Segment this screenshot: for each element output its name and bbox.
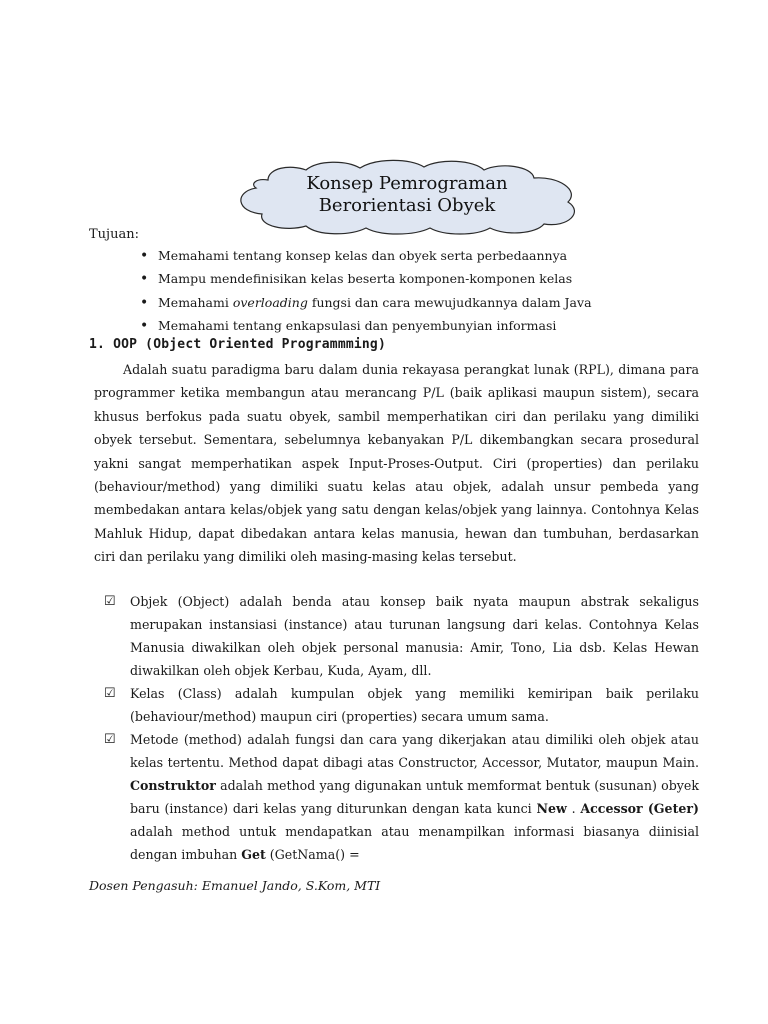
term-accessor: Accessor (Geter) — [580, 801, 699, 816]
title-line-2: Berorientasi Obyek — [318, 195, 496, 216]
section-title: 1. OOP (Object Oriented Programmming) — [89, 337, 386, 352]
definition-text: (GetNama() = — [265, 847, 360, 862]
term-get: Get — [241, 847, 266, 862]
list-item-emphasis: overloading — [232, 294, 308, 310]
term-new: New — [536, 801, 567, 816]
list-item-text: fungsi dan cara mewujudkannya dalam Java — [307, 294, 592, 310]
definitions-list — [104, 590, 699, 866]
definition-text: adalah method untuk mendapatkan atau menampilkan informasi biasanya diinisial dengan imbuhan — [130, 824, 699, 862]
definition-text: . — [566, 801, 581, 816]
section-paragraph: Adalah suatu paradigma baru dalam dunia rekayasa perangkat lunak (RPL), dimana para programmer ketika membangun atau merancang P/L (baik aplikasi maupun sistem), secara khusus berfokus pada suatu obyek, sambil memperhatikan ciri dan perilaku yang dimiliki obyek tersebut. Sementara, sebelumnya kebanyakan P/L dikembangkan secara prosedural yakni sangat memperhatikan aspek Input-Proses-Output. Ciri (properties) dan perilaku (behaviour/method) yang dimiliki suatu kelas atau objek, adalah unsur pembeda yang membedakan antara kelas/objek yang satu dengan kelas/objek yang lainnya. Contohnya Kelas Mahluk Hidup, dapat dibedakan antara kelas manusia, hewan dan tumbuhan, berdasarkan ciri dan perilaku yang dimiliki oleh masing-masing kelas tersebut. — [94, 362, 699, 565]
definition-text: Metode (method) adalah fungsi dan cara yang dikerjakan atau dimiliki oleh objek atau kelas tertentu. Method dapat dibagi atas Constructor, Accessor, Mutator, maupun Main. — [130, 732, 699, 770]
title-line-1: Konsep Pemrograman — [306, 173, 508, 194]
list-item — [140, 270, 592, 293]
term-constructor: Construktor — [130, 778, 216, 793]
list-item-text: Memahami — [158, 294, 233, 310]
checkbox-icon: ☑ — [104, 594, 116, 609]
list-item — [140, 294, 592, 317]
checkbox-icon: ☑ — [104, 732, 116, 747]
footer-lecturer: Dosen Pengasuh: Emanuel Jando, S.Kom, MTI — [89, 878, 381, 893]
checkbox-icon: ☑ — [104, 686, 116, 701]
definition-kelas — [104, 682, 699, 728]
list-item — [140, 247, 592, 270]
definition-text: Kelas (Class) adalah kumpulan objek yang memiliki kemiripan baik perilaku (behaviour/method) maupun ciri (properties) secara umum sama. — [130, 686, 699, 724]
title-cloud — [228, 158, 586, 236]
list-item-text: Mampu mendefinisikan kelas beserta komponen-komponen kelas — [158, 271, 573, 287]
list-item-text: Memahami tentang enkapsulasi dan penyembunyian informasi — [158, 317, 557, 333]
list-item-text: Memahami tentang konsep kelas dan obyek serta perbedaannya — [158, 248, 568, 263]
document-title — [228, 173, 586, 217]
objectives-heading: Tujuan: — [89, 227, 139, 242]
definition-text: adalah method yang digunakan untuk memformat bentuk (susunan) obyek baru (instance) dari kelas yang diturunkan dengan kata kunci — [130, 778, 699, 816]
definition-text: Objek (Object) adalah benda atau konsep baik nyata maupun abstrak sekaligus merupakan instansiasi (instance) atau turunan langsung dari kelas. Contohnya Kelas Manusia diwakilkan oleh objek personal manusia: Amir, Tono, Lia dsb. Kelas Hewan diwakilkan oleh objek Kerbau, Kuda, Ayam, dll. — [130, 594, 699, 678]
definition-objek — [104, 590, 699, 682]
objectives-list — [140, 247, 592, 340]
definition-metode — [104, 728, 699, 866]
